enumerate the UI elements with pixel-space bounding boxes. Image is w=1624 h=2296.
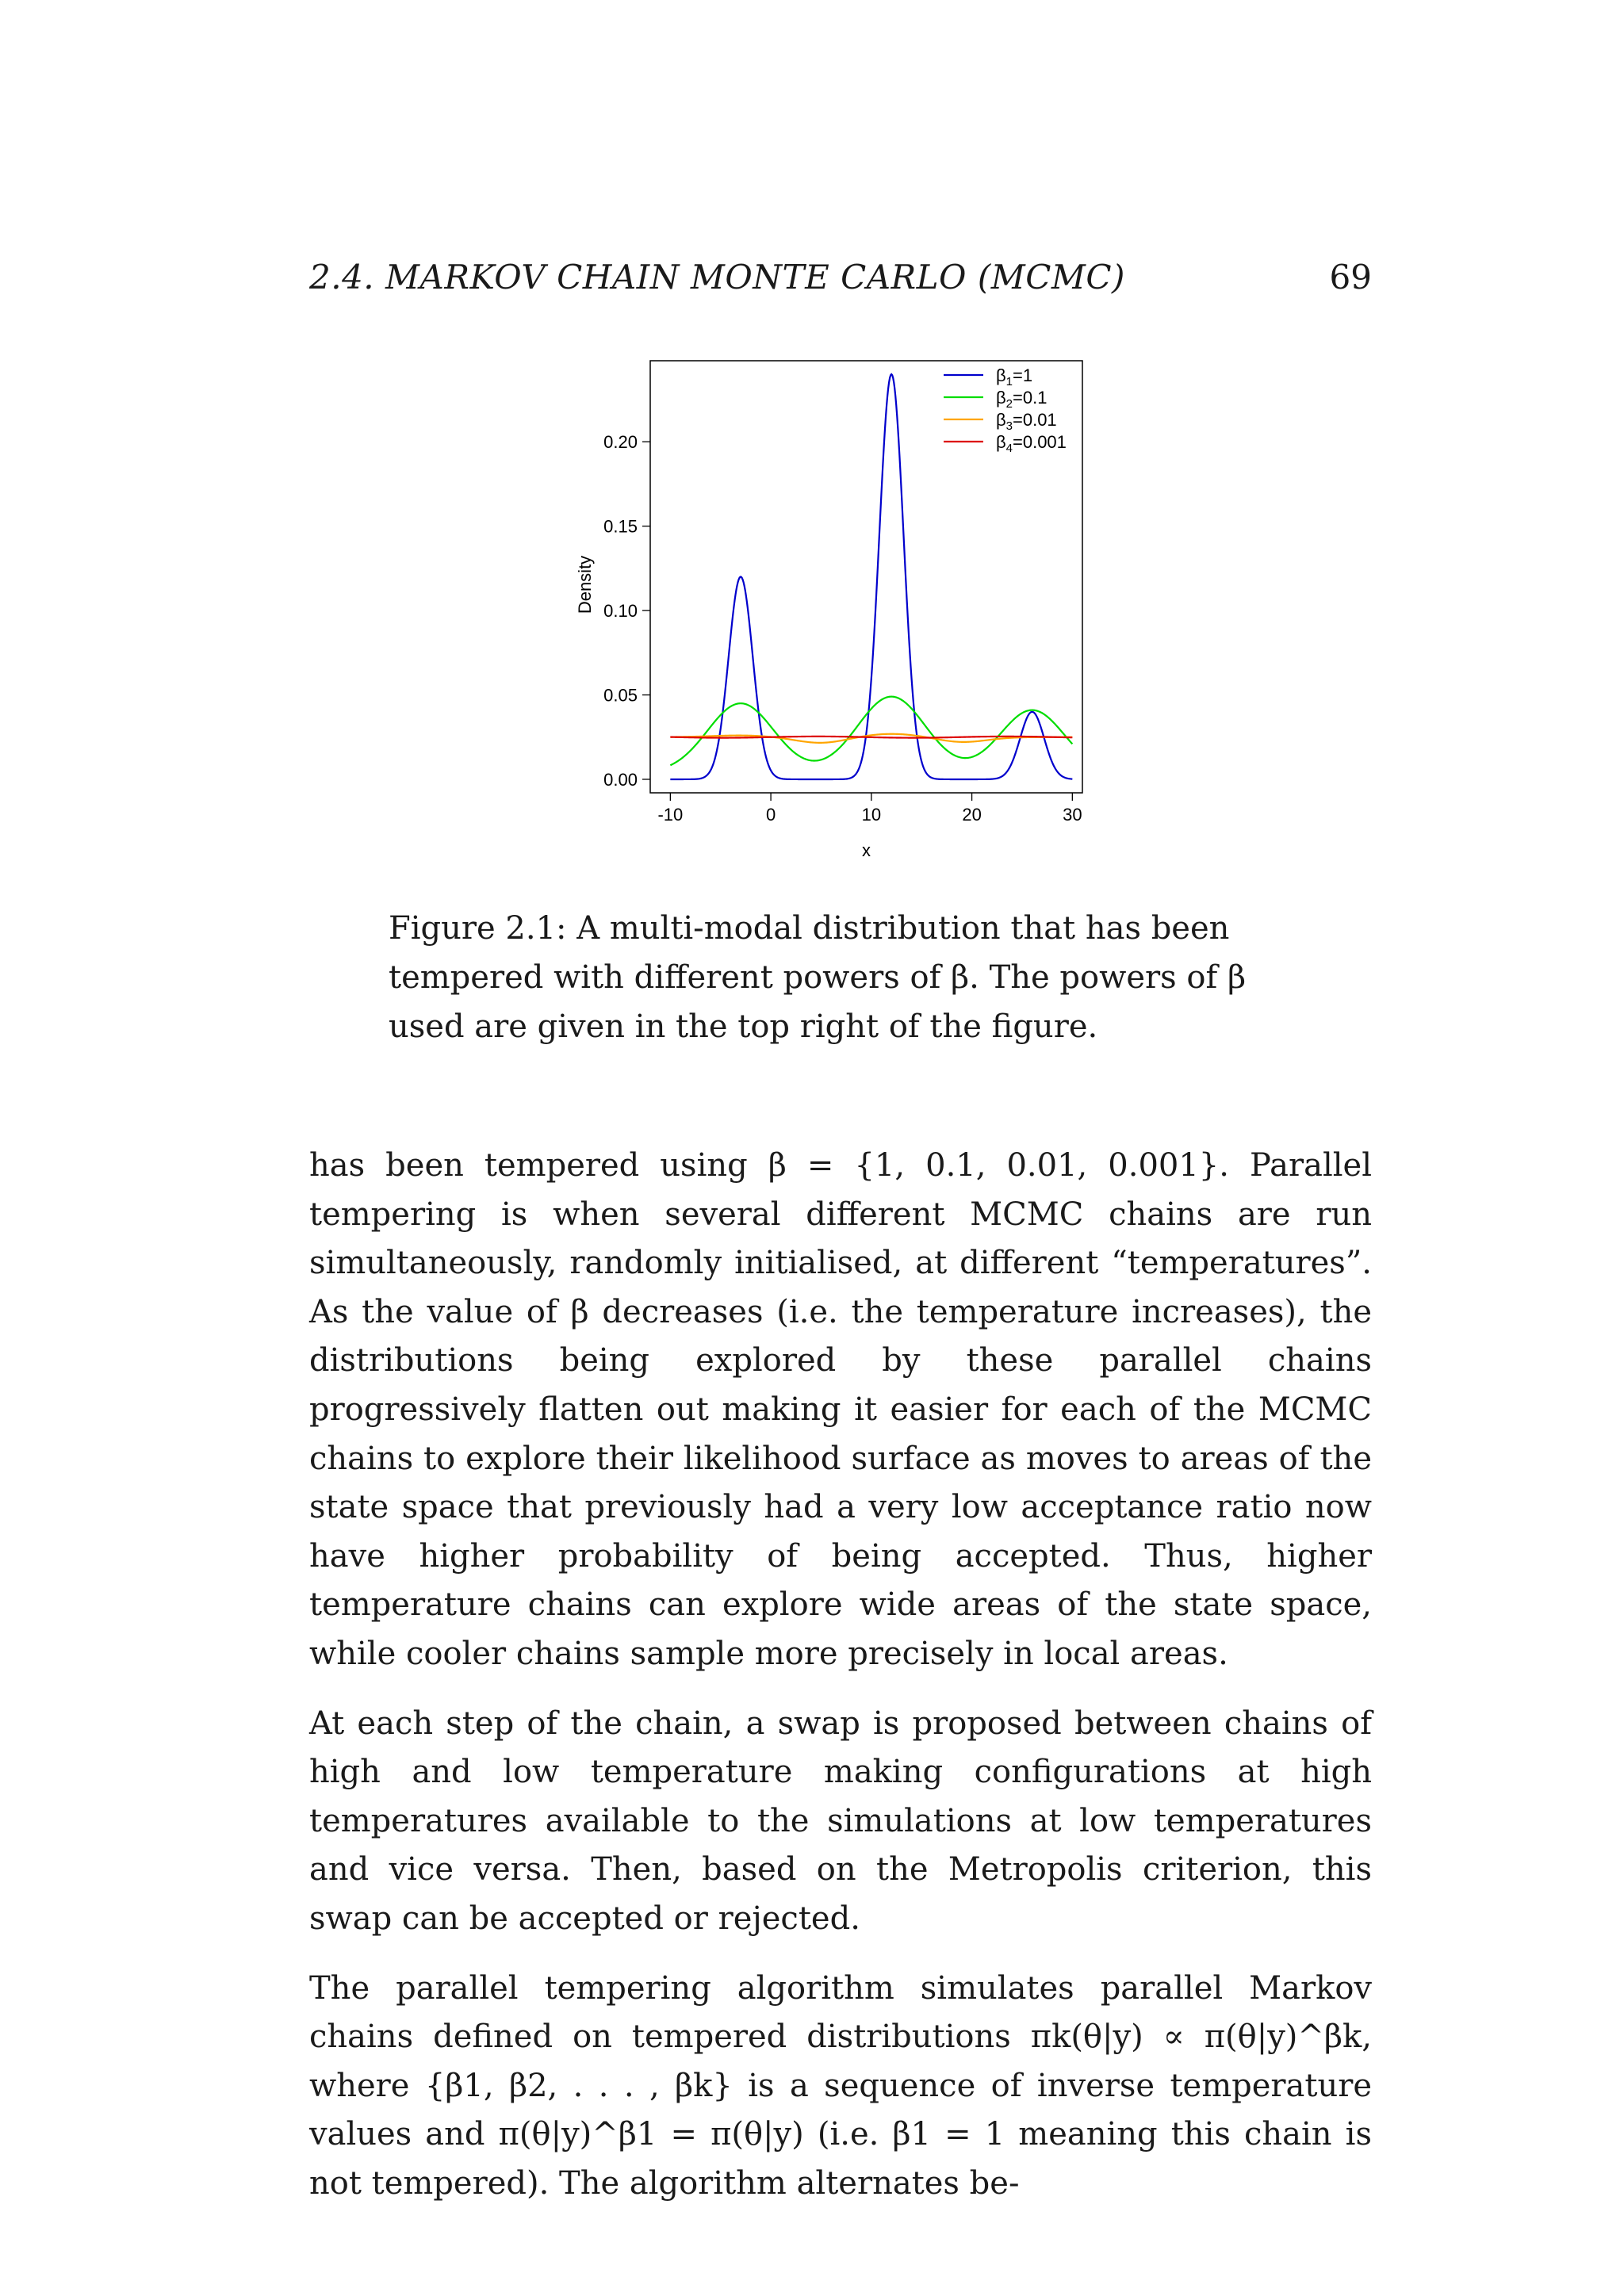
x-tick-label: 20 — [962, 805, 982, 825]
density-figure — [555, 349, 1126, 872]
legend-label: $\beta_4=0.001$ — [996, 432, 1067, 455]
x-axis-label: x — [862, 840, 871, 860]
legend-label: $\beta_2=0.1$ — [996, 388, 1048, 411]
density-chart — [555, 349, 1126, 872]
x-tick-label: -10 — [657, 805, 684, 825]
paragraph-3: The parallel tempering algorithm simulates parallel Markov chains defined on tempered distributions πk(θ|y) ∝ π(θ|y)^βk, where {β1, β2, . . . , βk} is a sequence of inverse temperature values and π(θ|y)^β1 = π(θ|y) (i.e. β1 = 1 meaning this chain is not tempered). The algorithm alternates be- — [309, 1969, 1372, 2202]
paragraph-1: has been tempered using β = {1, 0.1, 0.01, 0.001}. Parallel tempering is when several different MCMC chains are run simultaneously, randomly initialised, at different “temperatures”. As the value of β decreases (i.e. the temperature increases), the distributions being explored by these parallel chains progressively flatten out making it easier for each of the MCMC chains to explore their likelihood surface as moves to areas of the state space that previously had a very low acceptance ratio now have higher probability of being accepted. Thus, higher temperature chains can explore wide areas of the state space, while cooler chains sample more precisely in local areas. — [309, 1147, 1372, 1672]
y-tick-label: 0.20 — [603, 432, 638, 453]
x-tick-label: 10 — [861, 805, 882, 825]
legend-label: $\beta_1=1$ — [996, 365, 1033, 388]
x-tick-label: 30 — [1063, 805, 1082, 825]
body-text — [309, 1142, 1372, 2229]
y-tick-label: 0.10 — [603, 601, 638, 622]
beta2-line — [670, 697, 1072, 766]
running-header — [309, 258, 1372, 305]
figure-caption: Figure 2.1: A multi-modal distribution that has been tempered with different powers of β. The powers of β used are given in the top right of the figure. — [389, 910, 1247, 1045]
section-title: 2.4. MARKOV CHAIN MONTE CARLO (MCMC) — [309, 258, 1125, 297]
x-tick-label: 0 — [765, 805, 776, 825]
y-tick-label: 0.05 — [603, 685, 638, 706]
y-tick-label: 0.00 — [603, 769, 638, 790]
y-axis-label: Density — [575, 555, 595, 614]
legend-label: $\beta_3=0.01$ — [996, 410, 1057, 433]
page-number: 69 — [1329, 258, 1372, 297]
paragraph-2: At each step of the chain, a swap is proposed between chains of high and low temperature making configurations at high temperatures available to the simulations at low temperatures and vice versa. Then, based on the Metropolis criterion, this swap can be accepted or rejected. — [309, 1705, 1372, 1937]
y-tick-label: 0.15 — [603, 516, 638, 537]
